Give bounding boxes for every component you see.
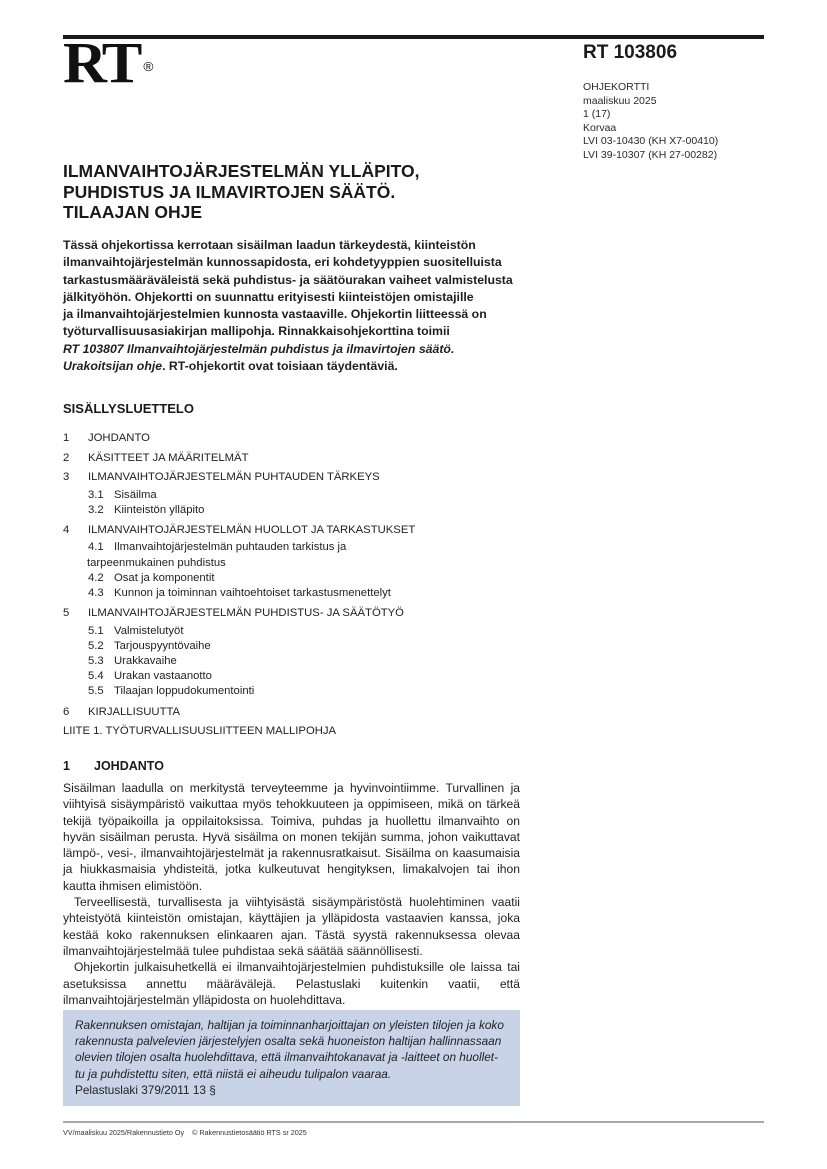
toc-item-4-2[interactable] xyxy=(63,571,523,586)
intro-line: Tässä ohjekortissa kerrotaan sisäilman laadun tärkeydestä, kiinteistön xyxy=(63,238,476,252)
toc-item-4-1[interactable] xyxy=(63,540,523,570)
title-line: PUHDISTUS JA ILMAVIRTOJEN SÄÄTÖ. xyxy=(63,181,396,202)
toc-label: KIRJALLISUUTTA xyxy=(88,705,181,718)
intro-line: ilmanvaihtojärjestelmän kunnossapidosta, eri kohdetyyppien suositelluista xyxy=(63,255,502,270)
reference-title: RT 103807 Ilmanvaihtojärjestelmän puhdistus ja ilmavirtojen säätö. xyxy=(63,341,455,356)
intro-line: ja ilmanvaihtojärjestelmien kunnosta vastaaville. Ohjekortin liitteessä on xyxy=(63,307,487,322)
toc-label: LIITE 1. TYÖTURVALLISUUSLIITTEEN MALLIPOHJA xyxy=(63,725,337,738)
toc-label: Kiinteistön ylläpito xyxy=(114,503,205,516)
toc-number: 4.2 xyxy=(88,571,104,584)
header-rule xyxy=(63,35,764,39)
toc-label: KÄSITTEET JA MÄÄRITELMÄT xyxy=(88,451,249,464)
toc-label: Sisäilma xyxy=(114,488,157,501)
toc-label: Urakkavaihe xyxy=(114,655,177,668)
toc-number: 2 xyxy=(63,451,70,464)
logo-text: RT xyxy=(63,30,140,95)
toc-number: 3 xyxy=(63,471,70,483)
toc-label: ILMANVAIHTOJÄRJESTELMÄN PUHTAUDEN TÄRKEYS xyxy=(88,471,380,483)
toc-number: 5.3 xyxy=(88,655,104,668)
section-number: 1 xyxy=(63,759,70,773)
toc-number: 5.5 xyxy=(88,685,104,698)
intro-line: tarkastusmääräväleistä sekä puhdistus- ja säätöurakan vaiheet valmistelusta xyxy=(63,272,513,287)
table-of-contents xyxy=(63,429,523,742)
meta-replaces-1: LVI 03-10430 (KH X7-00410) xyxy=(583,135,719,148)
toc-label-continuation: tarpeenmukainen puhdistus xyxy=(87,556,226,569)
intro-reference-line xyxy=(63,341,533,358)
quote-line: Rakennuksen omistajan, haltijan ja toiminnanharjoittajan on yleisten tilojen ja koko xyxy=(75,1018,504,1032)
toc-number: 3.2 xyxy=(88,503,104,516)
reference-subtitle: Urakoitsijan ohje xyxy=(63,359,163,374)
toc-item-3[interactable] xyxy=(63,468,523,488)
toc-label: JOHDANTO xyxy=(88,432,150,444)
toc-item-6[interactable] xyxy=(63,703,523,723)
quote-line: rakennusta palvelevien järjestelyjen osalta sekä huoneiston haltijan hallinnassaan xyxy=(75,1034,502,1049)
toc-item-appendix[interactable] xyxy=(63,722,523,742)
toc-label: ILMANVAIHTOJÄRJESTELMÄN HUOLLOT JA TARKASTUKSET xyxy=(88,523,416,536)
meta-replaces-2: LVI 39-10307 (KH 27-00282) xyxy=(583,148,718,161)
toc-number: 4.1 xyxy=(88,541,104,554)
section-heading xyxy=(63,759,164,773)
intro-reference-line xyxy=(63,358,533,375)
toc-label: Ilmanvaihtojärjestelmän puhtauden tarkistus ja xyxy=(114,541,347,554)
toc-label: ILMANVAIHTOJÄRJESTELMÄN PUHDISTUS- JA SÄÄTÖTYÖ xyxy=(88,607,404,620)
section-title: JOHDANTO xyxy=(94,759,164,773)
toc-number: 5.4 xyxy=(88,670,104,683)
toc-label: Osat ja komponentit xyxy=(114,571,215,584)
toc-item-2[interactable] xyxy=(63,449,523,469)
body-paragraph: Sisäilman laadulla on merkitystä terveyteemme ja hyvinvointiimme. Turvallinen ja viihtyisä sisäympäristö vaikuttaa myös tehokkuuteen ja oppimiseen, mikä on tärkeä tekijä työpaikoilla ja oppilaitoksissa. Toimiva, puhdas ja huollettu ilmanvaihto on hyvän sisäilman perusta. Hyvä sisäilma on monen tekijän summa, johon vaikuttavat lämpö-, vesi-, ilmanvaihtojärjestelmät ja rakennusratkaisut. Sisäilma on kaasumaisia ja hiukkasmaisia yhdisteitä, jotka kulkeutuvat hengityksen, limakalvojen tai ihon kautta ihmisen elimistöön. xyxy=(63,781,520,893)
toc-number: 5.2 xyxy=(88,639,104,652)
toc-item-1[interactable] xyxy=(63,429,523,449)
toc-label: Urakan vastaanotto xyxy=(114,670,212,683)
toc-item-4-3[interactable] xyxy=(63,586,523,601)
footer-copyright: © Rakennustietosäätiö RTS sr 2025 xyxy=(192,1128,307,1137)
quote-line: tu ja puhdistettu siten, että niistä ei aiheudu tulipalon vaaraa. xyxy=(75,1066,392,1081)
toc-item-4[interactable] xyxy=(63,521,523,541)
toc-number: 5.1 xyxy=(88,624,104,637)
intro-line: jälkityöhön. Ohjekortti on suunnattu erityisesti kiinteistöjen omistajille xyxy=(63,289,474,304)
toc-number: 1 xyxy=(63,432,70,444)
document-meta xyxy=(583,81,718,163)
body-paragraph: Ohjekortin julkaisuhetkellä ei ilmanvaihtojärjestelmien puhdistuksille ole laissa tai asetuksissa annettu määrävälejä. Pelastuslaki kuitenkin vaatii, että ilmanvaihtojärjestelmän ylläpidosta on huolehdittava. xyxy=(63,960,520,1007)
toc-number: 4.3 xyxy=(88,586,104,599)
toc-item-5-3[interactable] xyxy=(63,654,523,669)
law-quote-box xyxy=(63,1010,520,1106)
intro-abstract xyxy=(63,237,533,375)
toc-item-5[interactable] xyxy=(63,604,523,624)
meta-page: 1 (17) xyxy=(583,108,611,121)
rt-logo xyxy=(63,30,154,95)
toc-item-5-4[interactable] xyxy=(63,669,523,684)
registered-mark: ® xyxy=(143,59,154,74)
footer-rule xyxy=(63,1121,764,1123)
quote-source: Pelastuslaki 379/2011 13 § xyxy=(75,1082,216,1097)
page-title xyxy=(63,161,533,223)
footer-publisher: VV/maaliskuu 2025/Rakennustieto Oy xyxy=(63,1128,185,1137)
toc-label: Tilaajan loppudokumentointi xyxy=(114,685,255,698)
meta-date: maaliskuu 2025 xyxy=(583,94,657,107)
intro-line: työturvallisuusasiakirjan mallipohja. Rinnakkaisohjekorttina toimii xyxy=(63,324,450,339)
toc-label: Tarjouspyyntövaihe xyxy=(114,639,211,652)
toc-number: 4 xyxy=(63,523,70,536)
toc-item-5-1[interactable] xyxy=(63,624,523,639)
toc-item-3-1[interactable] xyxy=(63,488,523,503)
toc-item-5-5[interactable] xyxy=(63,684,523,699)
meta-card-type: OHJEKORTTI xyxy=(583,81,650,93)
title-line: ILMANVAIHTOJÄRJESTELMÄN YLLÄPITO, xyxy=(63,161,420,181)
document-number: RT 103806 xyxy=(583,42,678,63)
toc-item-3-2[interactable] xyxy=(63,503,523,518)
toc-number: 6 xyxy=(63,705,70,718)
toc-number: 5 xyxy=(63,607,70,620)
toc-number: 3.1 xyxy=(88,488,104,501)
meta-replaces-label: Korvaa xyxy=(583,121,617,134)
toc-title: SISÄLLYSLUETTELO xyxy=(63,401,194,416)
page-footer xyxy=(63,1128,307,1137)
toc-label: Valmistelutyöt xyxy=(114,624,184,637)
reference-tail: . RT-ohjekortit ovat toisiaan täydentäviä. xyxy=(162,359,398,374)
body-paragraph: Terveellisestä, turvallisesta ja viihtyisästä sisäympäristöstä huolehtiminen vaatii yhteistyötä kiinteistön omistajan, käyttäjien ja ylläpidosta vastaavien kanssa, joka kestää koko rakennuksen elinkaaren ajan. Tästä syystä rakennuksessa olevaa ilmanvaihtojärjestelmää tulee puhdistaa sekä säätää säännöllisesti. xyxy=(63,895,520,958)
section-body xyxy=(63,780,520,1008)
title-line: TILAAJAN OHJE xyxy=(63,202,203,222)
quote-line: olevien tilojen osalta huolehdittava, että ilmanvaihtokanavat ja -laitteet on huollet- xyxy=(75,1050,498,1065)
toc-label: Kunnon ja toiminnan vaihtoehtoiset tarkastusmenettelyt xyxy=(114,586,391,599)
toc-item-5-2[interactable] xyxy=(63,639,523,654)
